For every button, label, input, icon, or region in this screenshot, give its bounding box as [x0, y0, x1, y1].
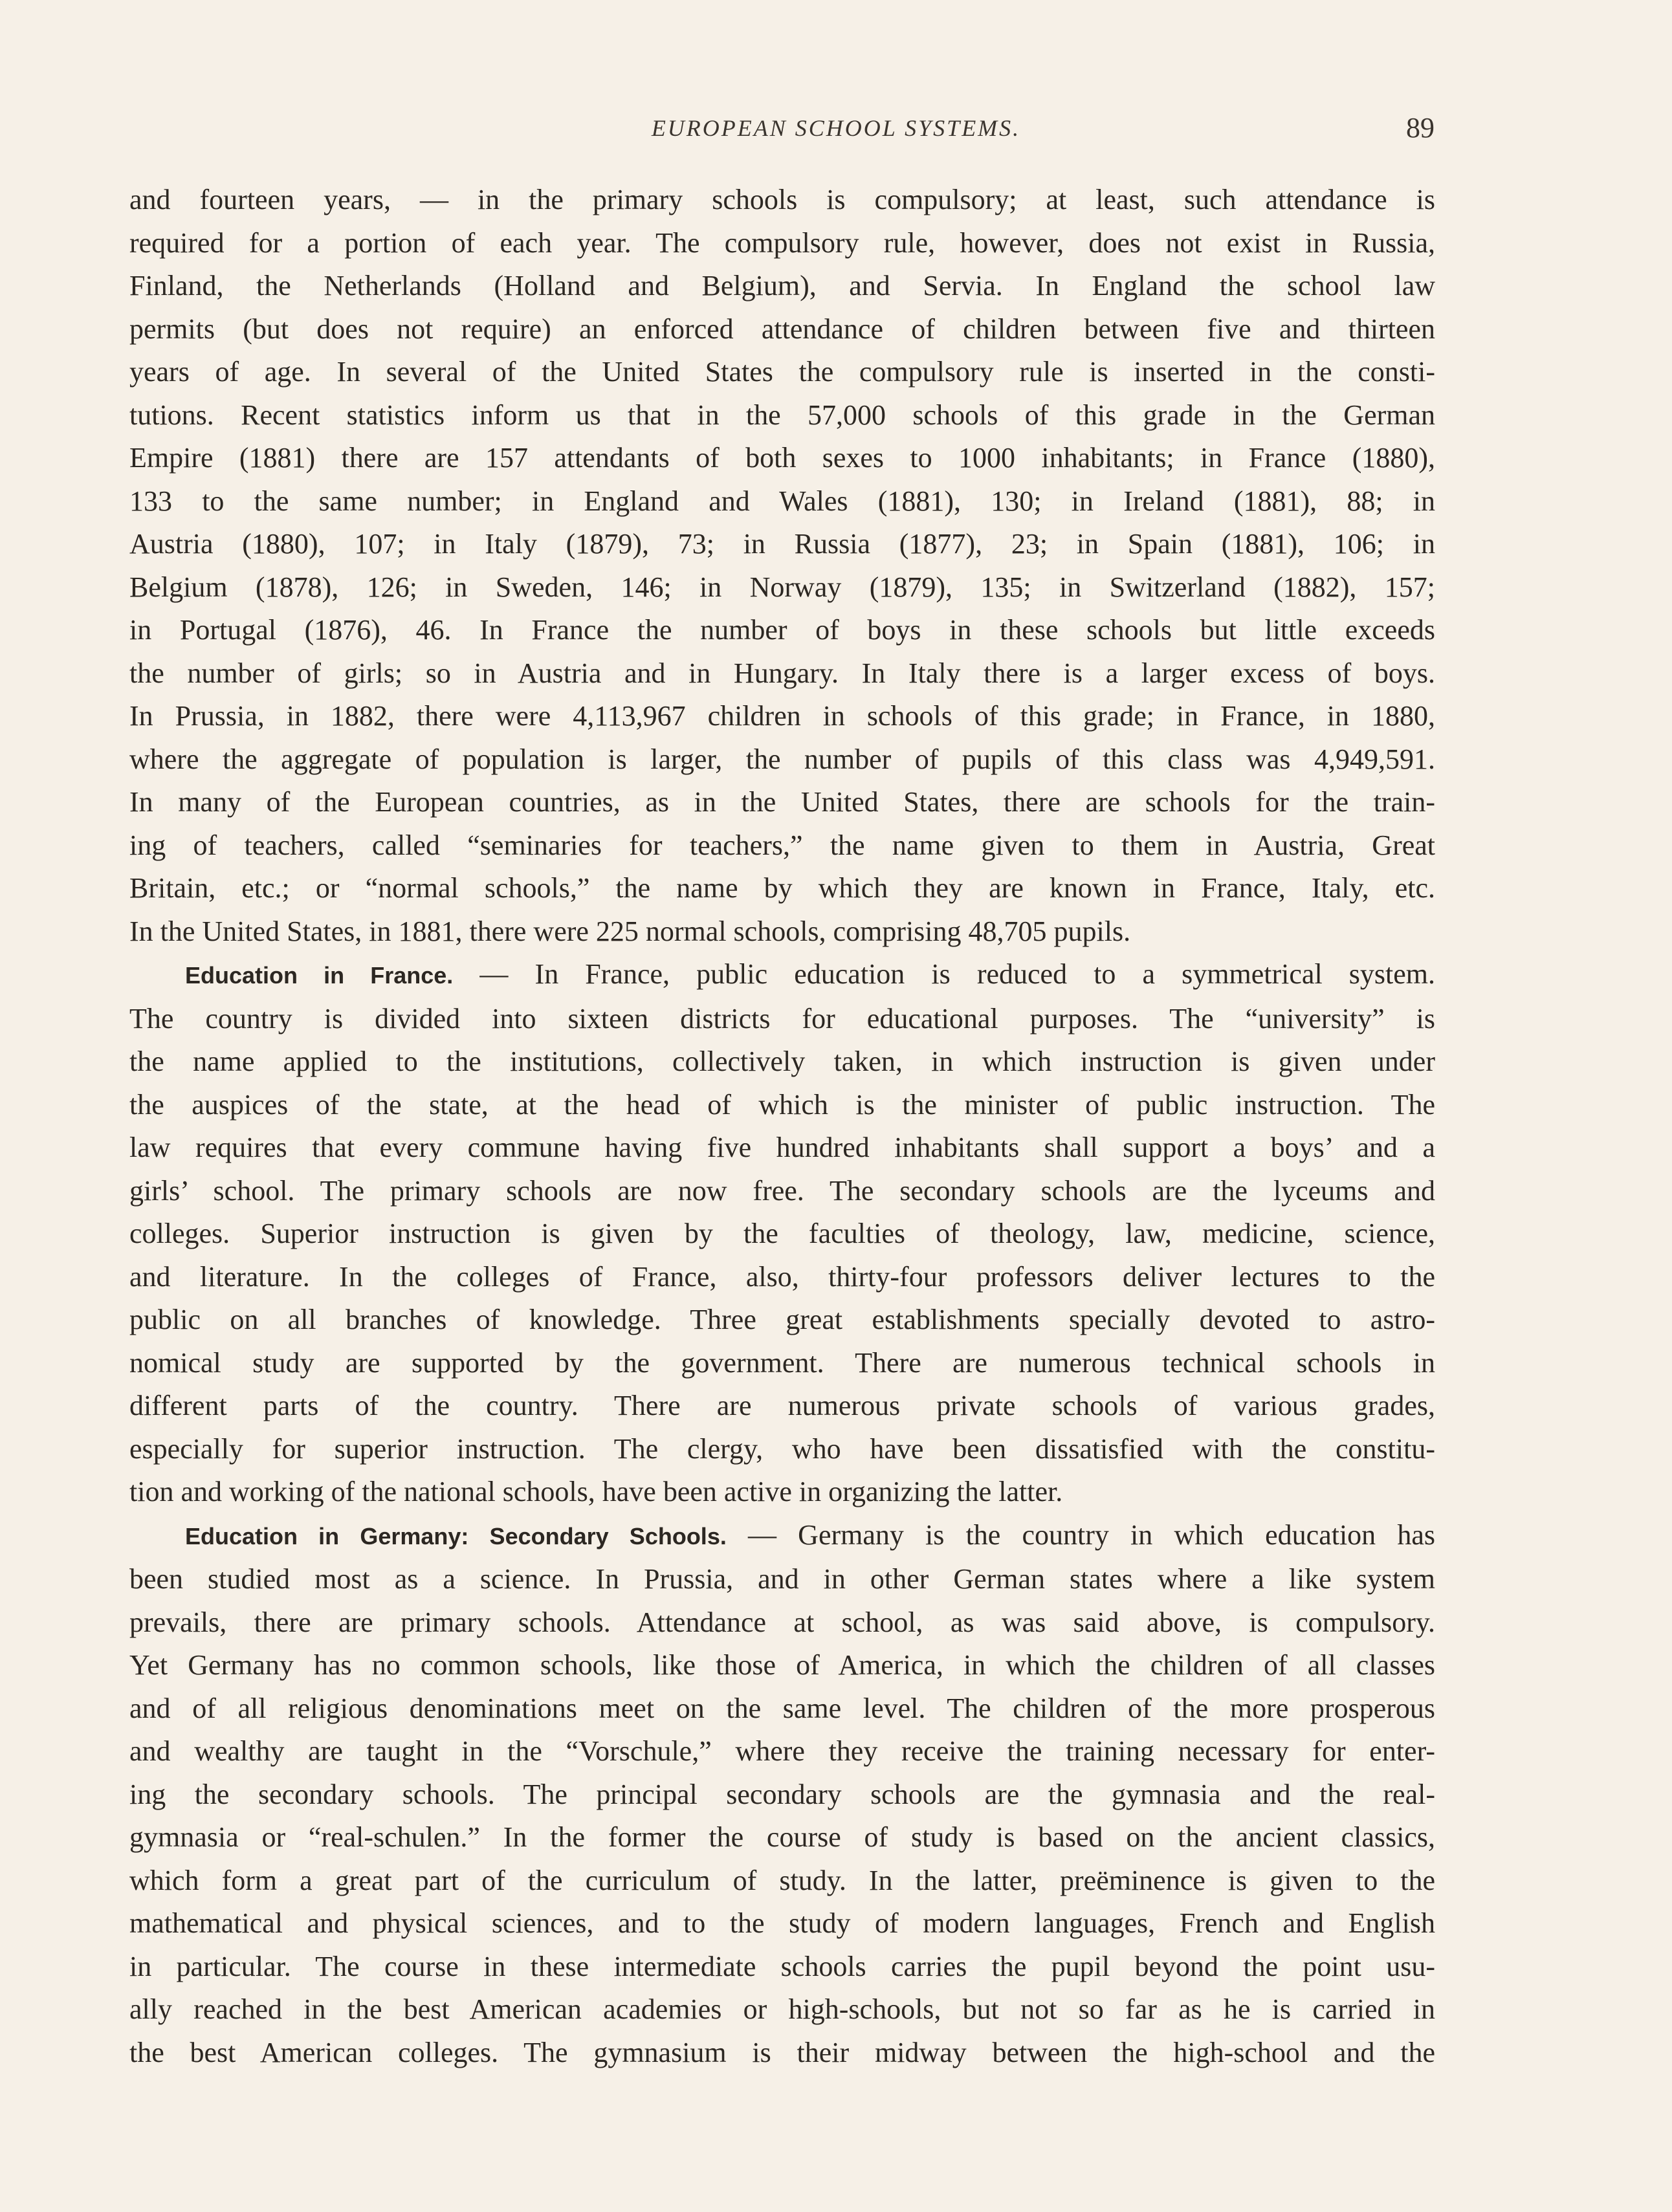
running-title: EUROPEAN SCHOOL SYSTEMS.: [651, 115, 1021, 141]
text-line: In many of the European countries, as in the United States, there are schools for the train-: [129, 786, 1435, 818]
text-line: Finland, the Netherlands (Holland and Belgium), and Servia. In England the school law: [129, 270, 1435, 301]
text-line: Belgium (1878), 126; in Sweden, 146; in Norway (1879), 135; in Switzerland (1882), 157;: [129, 571, 1435, 603]
text-line: and wealthy are taught in the “Vorschule,” where they receive the training necessary for enter-: [129, 1735, 1435, 1767]
text-line: Austria (1880), 107; in Italy (1879), 73; in Russia (1877), 23; in Spain (1881), 106; in: [129, 528, 1435, 560]
text-line: Yet Germany has no common schools, like those of America, in which the children of all classes: [129, 1649, 1435, 1681]
text-line: girls’ school. The primary schools are now free. The secondary schools are the lyceums and: [129, 1174, 1435, 1207]
section-heading-france: Education in France.: [185, 962, 454, 989]
text-line: Empire (1881) there are 157 attendants of both sexes to 1000 inhabitants; in France (1880),: [129, 442, 1435, 474]
text-line: tion and working of the national schools, have been active in organizing the latter.: [129, 1476, 1063, 1507]
text-line: ally reached in the best American academies or high-schools, but not so far as he is carried in: [129, 1993, 1435, 2025]
text-line: and fourteen years, — in the primary schools is compulsory; at least, such attendance is: [129, 184, 1435, 215]
text-line: 133 to the same number; in England and Wales (1881), 130; in Ireland (1881), 88; in: [129, 485, 1435, 517]
text-line: especially for superior instruction. The clergy, who have been dissatisfied with the constitu-: [129, 1432, 1435, 1465]
running-head: [0, 109, 1672, 148]
text-line: where the aggregate of population is larger, the number of pupils of this class was 4,949,591.: [129, 743, 1435, 775]
text-line: The country is divided into sixteen districts for educational purposes. The “university” is: [129, 1002, 1435, 1035]
text-line: the number of girls; so in Austria and in Hungary. In Italy there is a larger excess of boys.: [129, 657, 1435, 689]
section-first-line: [129, 953, 1435, 998]
text-line: tutions. Recent statistics inform us that in the 57,000 schools of this grade in the German: [129, 399, 1435, 431]
text-line: the best American colleges. The gymnasium is their midway between the high-school and the: [129, 2036, 1435, 2068]
text-line: required for a portion of each year. The compulsory rule, however, does not exist in Russia,: [129, 226, 1435, 259]
text-line: permits (but does not require) an enforced attendance of children between five and thirteen: [129, 312, 1435, 345]
text-line: public on all branches of knowledge. Three great establishments specially devoted to astro-: [129, 1304, 1435, 1335]
page-number: 89: [1406, 112, 1435, 144]
body-text: [129, 179, 1435, 2074]
text-line: and of all religious denominations meet on the same level. The children of the more prosperous: [129, 1692, 1435, 1724]
section-first-line: [129, 1514, 1435, 1559]
text-line: nomical study are supported by the government. There are numerous technical schools in: [129, 1346, 1435, 1379]
text-run: — In France, public education is reduced to a symmetrical system.: [479, 958, 1436, 990]
text-line: and literature. In the colleges of France, also, thirty-four professors deliver lectures to the: [129, 1260, 1435, 1293]
text-line: ing of teachers, called “seminaries for teachers,” the name given to them in Austria, Great: [129, 829, 1435, 861]
text-line: different parts of the country. There are numerous private schools of various grades,: [129, 1390, 1435, 1421]
text-line: Britain, etc.; or “normal schools,” the name by which they are known in France, Italy, etc.: [129, 872, 1435, 904]
text-line: colleges. Superior instruction is given by the faculties of theology, law, medicine, science,: [129, 1218, 1435, 1249]
text-line: the auspices of the state, at the head of which is the minister of public instruction. The: [129, 1088, 1435, 1121]
text-line: In Prussia, in 1882, there were 4,113,967 children in schools of this grade; in France, in 1880,: [129, 700, 1435, 732]
section-heading-germany: Education in Germany: Secondary Schools.: [185, 1522, 727, 1549]
text-line: which form a great part of the curriculum of study. In the latter, preëminence is given to the: [129, 1864, 1435, 1896]
text-line: the name applied to the institutions, collectively taken, in which instruction is given under: [129, 1046, 1435, 1077]
text-line: law requires that every commune having five hundred inhabitants shall support a boys’ and a: [129, 1132, 1435, 1163]
text-line: been studied most as a science. In Prussia, and in other German states where a like system: [129, 1563, 1435, 1595]
text-line: prevails, there are primary schools. Attendance at school, as was said above, is compulsory.: [129, 1606, 1435, 1638]
text-line: years of age. In several of the United States the compulsory rule is inserted in the consti-: [129, 356, 1435, 388]
text-run: — Germany is the country in which education has: [748, 1518, 1435, 1551]
text-line: ing the secondary schools. The principal secondary schools are the gymnasia and the real-: [129, 1778, 1435, 1810]
text-line: mathematical and physical sciences, and to the study of modern languages, French and English: [129, 1907, 1435, 1939]
text-line: In the United States, in 1881, there were 225 normal schools, comprising 48,705 pupils.: [129, 915, 1131, 947]
text-line: in particular. The course in these intermediate schools carries the pupil beyond the point usu-: [129, 1950, 1435, 1982]
text-line: gymnasia or “real-schulen.” In the former the course of study is based on the ancient classics,: [129, 1821, 1435, 1853]
text-line: in Portugal (1876), 46. In France the number of boys in these schools but little exceeds: [129, 614, 1435, 646]
